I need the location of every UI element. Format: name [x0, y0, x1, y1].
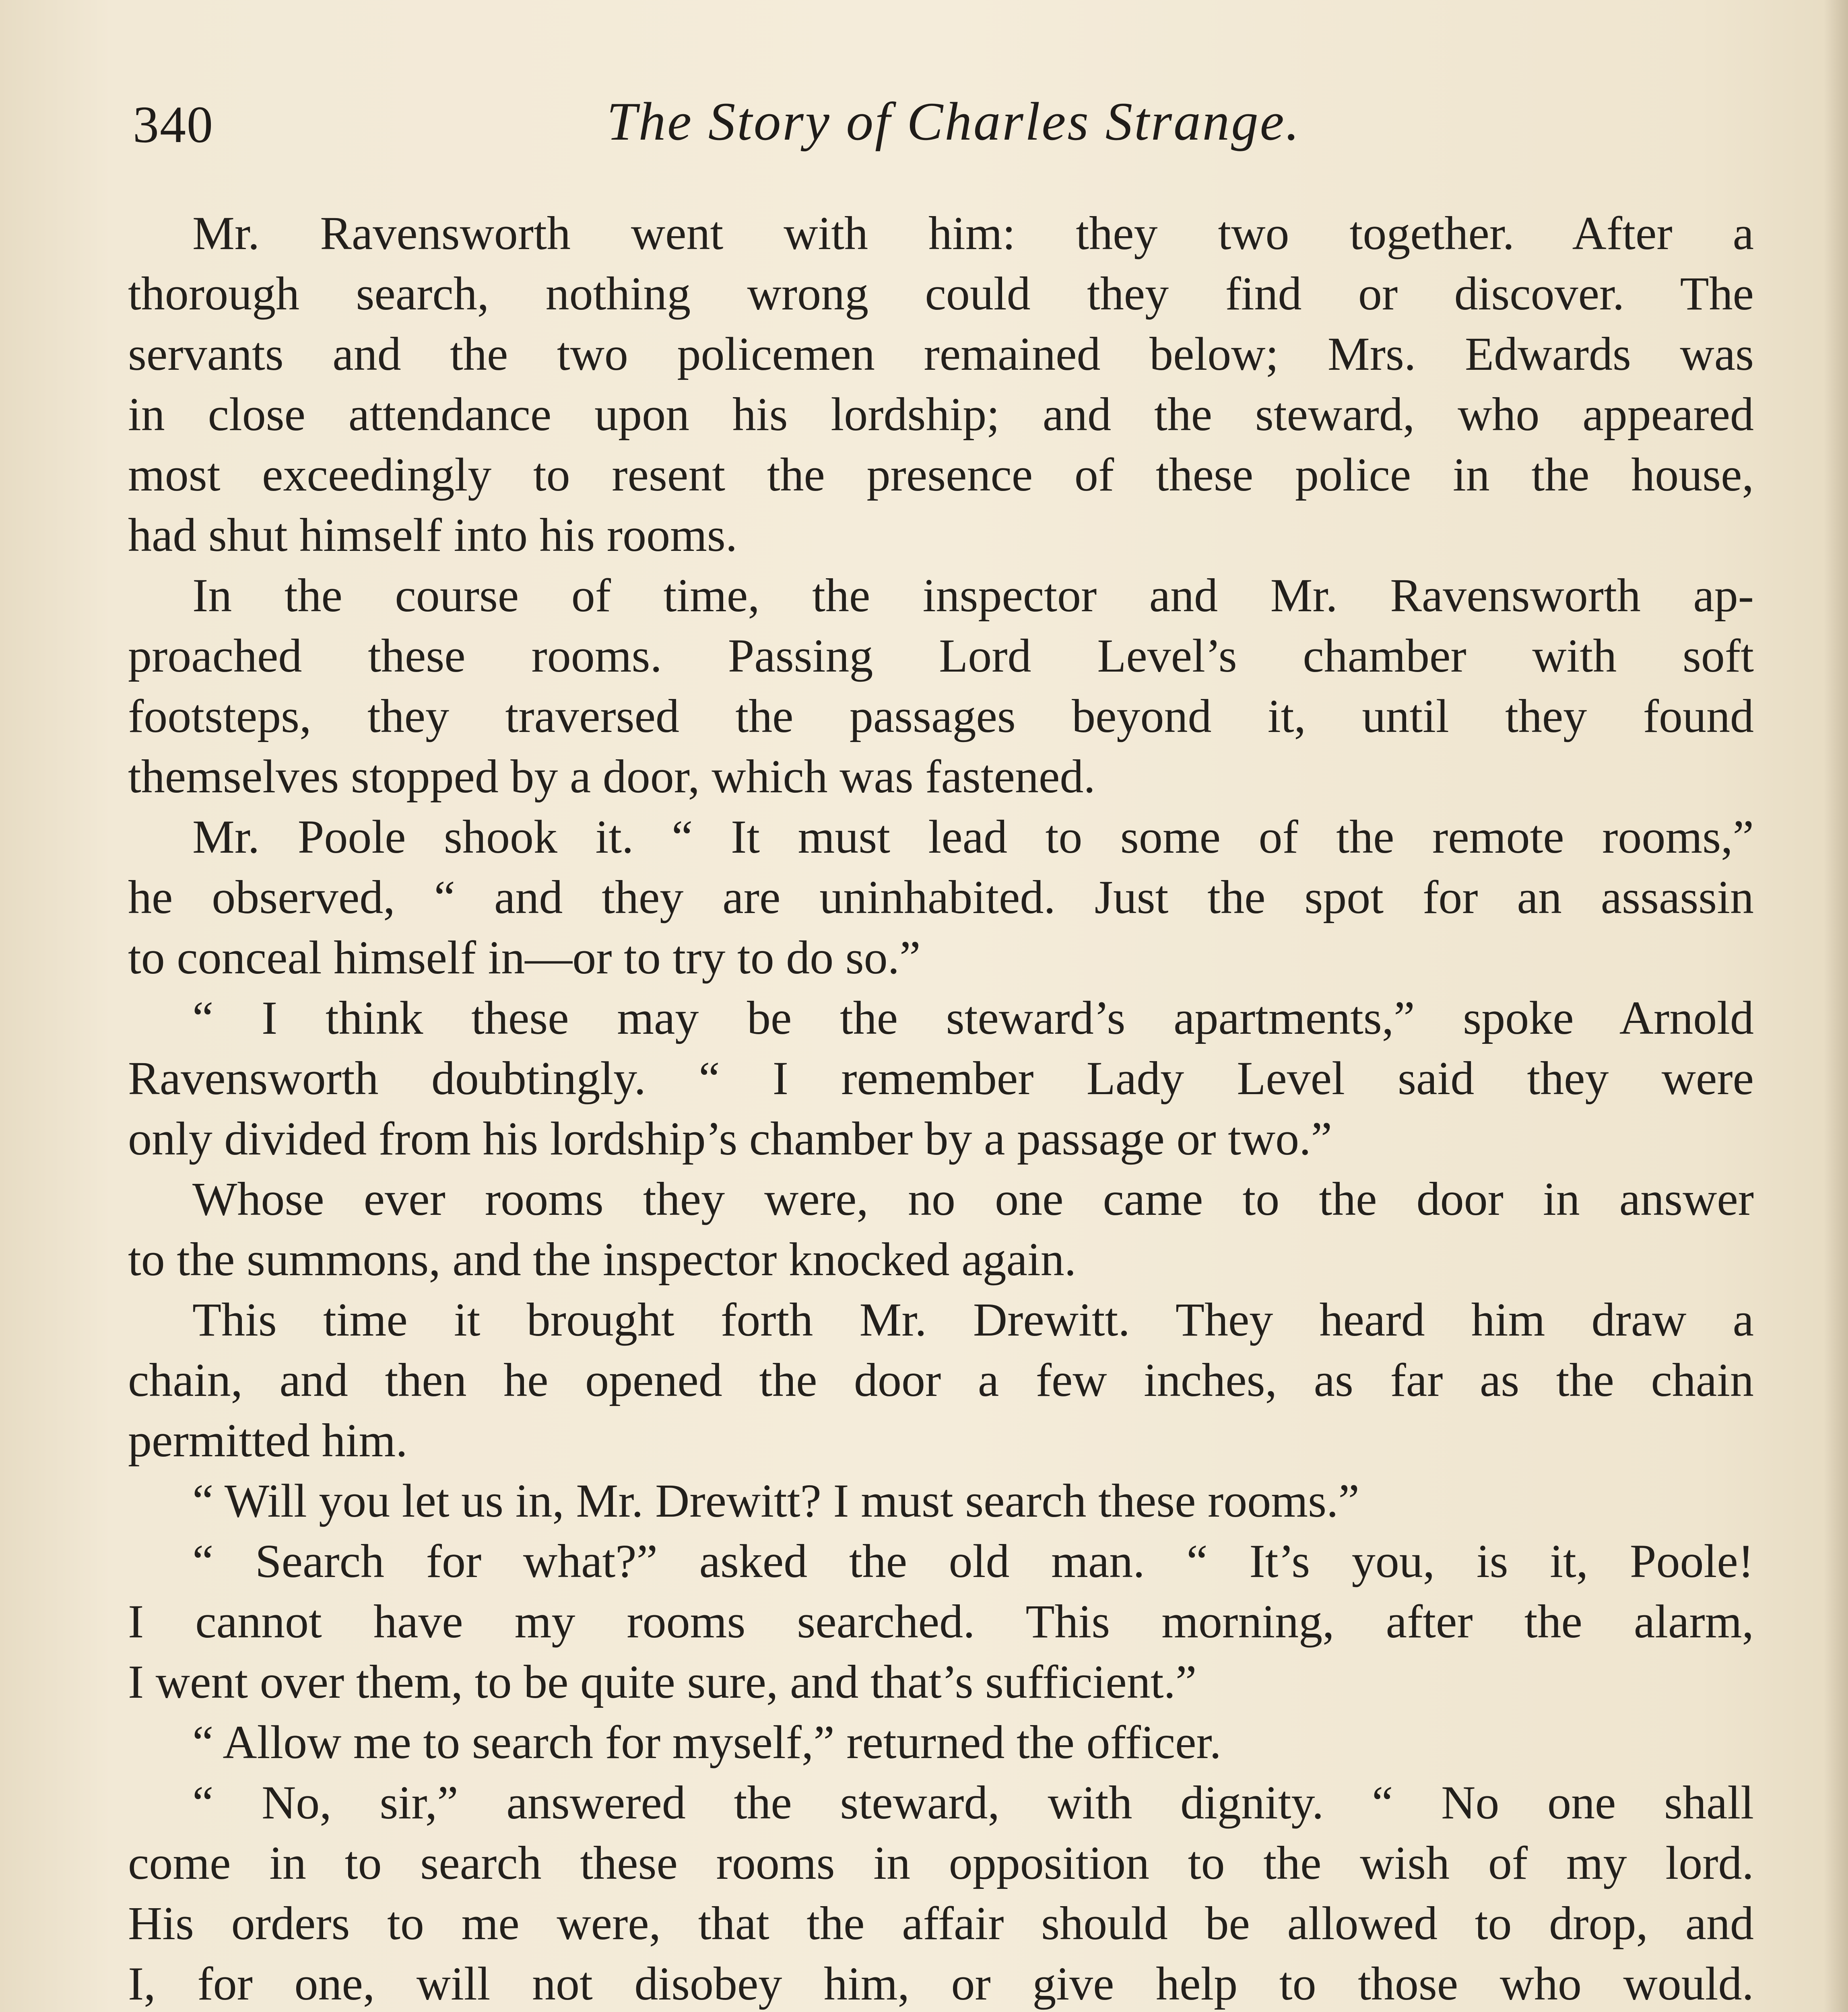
text-line: I cannot have my rooms searched. This morning, after the alarm,: [128, 1595, 1754, 1648]
text-line: “ Will you let us in, Mr. Drewitt? I must search these rooms.”: [192, 1474, 1359, 1527]
text-line: permitted him.: [128, 1414, 408, 1467]
running-title: The Story of Charles Strange.: [606, 92, 1301, 152]
text-line: Ravensworth doubtingly. “ I remember Lady Level said they were: [128, 1052, 1754, 1105]
text-line: to the summons, and the inspector knocked again.: [128, 1233, 1077, 1286]
text-line: Whose ever rooms they were, no one came to the door in answer: [192, 1173, 1754, 1225]
text-line: in close attendance upon his lordship; and the steward, who appeared: [128, 388, 1754, 441]
text-line: most exceedingly to resent the presence of these police in the house,: [128, 448, 1754, 501]
text-line: servants and the two policemen remained below; Mrs. Edwards was: [128, 328, 1754, 380]
page-body: [128, 203, 1754, 2012]
text-line: This time it brought forth Mr. Drewitt. They heard him draw a: [192, 1293, 1754, 1346]
text-line: I, for one, will not disobey him, or give help to those who would.: [128, 1957, 1754, 2010]
text-line: “ Search for what?” asked the old man. “ It’s you, is it, Poole!: [192, 1535, 1754, 1587]
text-line: “ No, sir,” answered the steward, with dignity. “ No one shall: [192, 1776, 1754, 1829]
text-line: Mr. Poole shook it. “ It must lead to some of the remote rooms,”: [192, 810, 1754, 863]
text-line: had shut himself into his rooms.: [128, 509, 738, 561]
text-line: Mr. Ravensworth went with him: they two together. After a: [192, 207, 1754, 260]
text-line: I went over them, to be quite sure, and that’s sufficient.”: [128, 1655, 1197, 1708]
text-line: chain, and then he opened the door a few inches, as far as the chain: [128, 1354, 1754, 1406]
page-edge-shadow: [1824, 0, 1848, 2012]
text-line: “ Allow me to search for myself,” returned the officer.: [192, 1716, 1221, 1769]
text-line: themselves stopped by a door, which was fastened.: [128, 750, 1095, 803]
text-line: come in to search these rooms in opposition to the wish of my lord.: [128, 1837, 1754, 1889]
text-line: only divided from his lordship’s chamber by a passage or two.”: [128, 1112, 1332, 1165]
text-line: he observed, “ and they are uninhabited. Just the spot for an assassin: [128, 871, 1754, 924]
text-line: “ I think these may be the steward’s apartments,” spoke Arnold: [192, 992, 1754, 1044]
page-header: [133, 91, 1775, 163]
text-line: proached these rooms. Passing Lord Level’s chamber with soft: [128, 629, 1754, 682]
text-line: to conceal himself in—or to try to do so.”: [128, 931, 921, 984]
text-line: thorough search, nothing wrong could they find or discover. The: [128, 267, 1754, 320]
text-line: His orders to me were, that the affair should be allowed to drop, and: [128, 1897, 1754, 1950]
text-line: In the course of time, the inspector and Mr. Ravensworth ap-: [192, 569, 1754, 622]
page-number: 340: [133, 96, 214, 154]
text-line: footsteps, they traversed the passages beyond it, until they found: [128, 690, 1754, 742]
